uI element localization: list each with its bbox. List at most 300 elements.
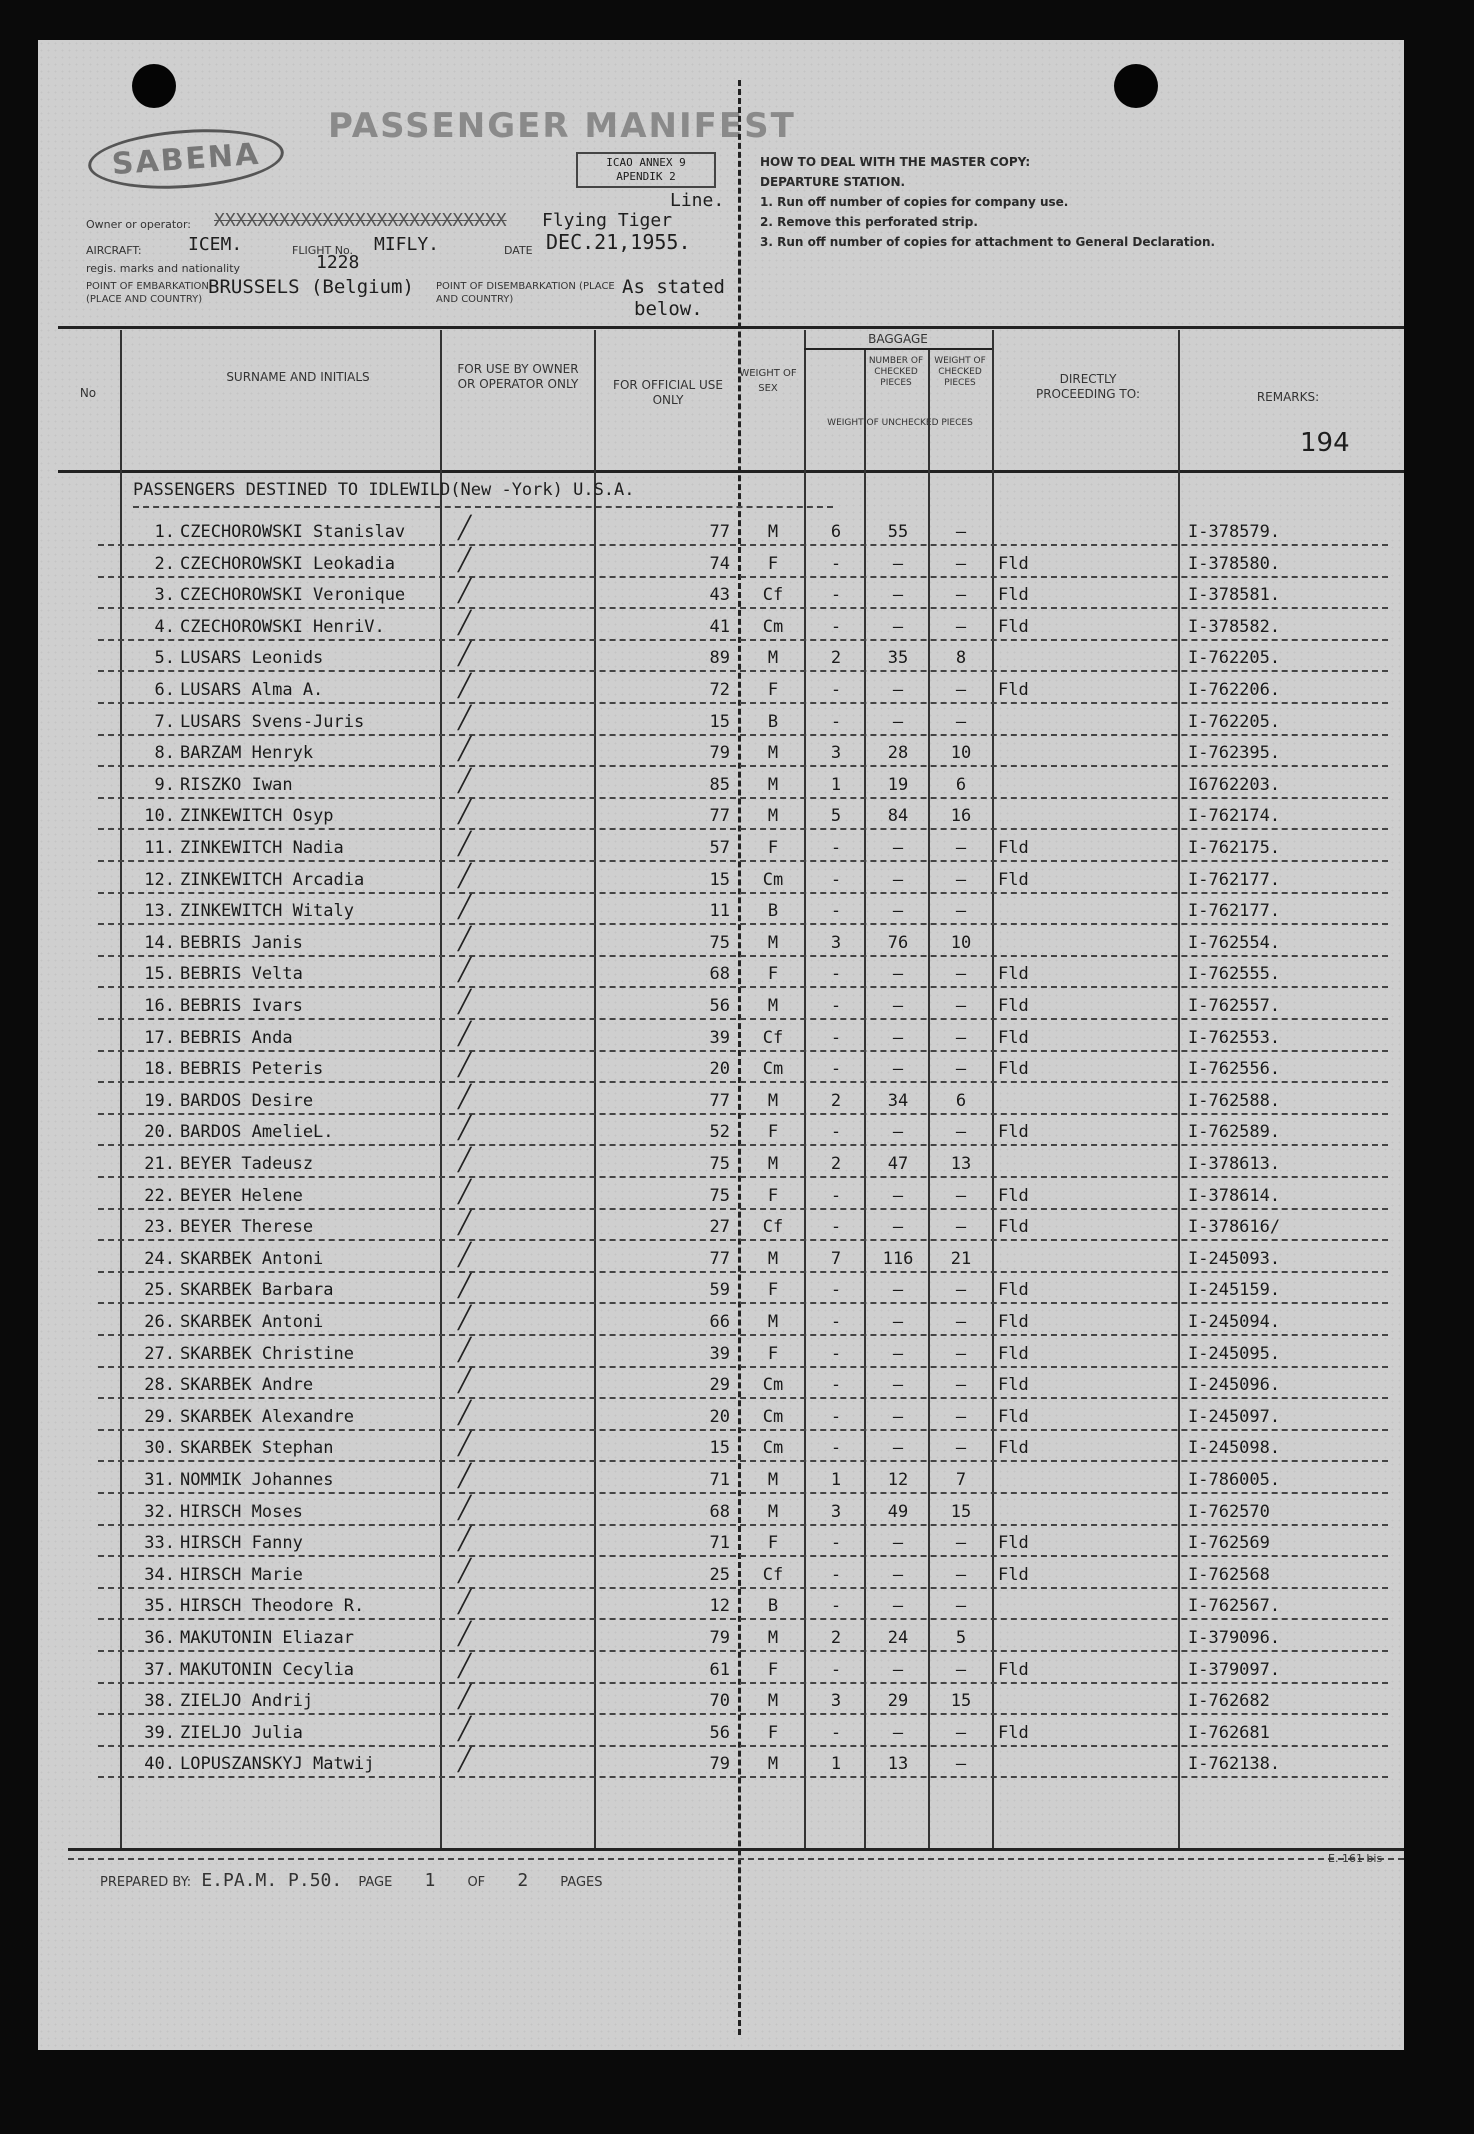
passport-remark: I-762554. — [1188, 932, 1281, 953]
row-underline — [98, 607, 1388, 609]
row-underline — [98, 986, 1388, 988]
page-label: PAGE — [358, 1875, 393, 1890]
checked-weight: — — [892, 1027, 904, 1048]
pages-label: PAGES — [560, 1875, 603, 1890]
sabena-logo: SABENA — [86, 123, 286, 195]
col-owner-use: FOR USE BY OWNER OR OPERATOR ONLY — [457, 362, 579, 391]
passenger-sex: B — [767, 1596, 779, 1617]
checked-pieces: - — [830, 1406, 842, 1427]
passenger-name: LUSARS Svens-Juris — [180, 711, 365, 732]
passenger-weight: 68 — [709, 964, 730, 985]
table-row — [38, 610, 1404, 644]
passenger-number: 12. — [144, 869, 175, 890]
passport-remark: I-245095. — [1188, 1343, 1281, 1364]
flight-label: FLIGHT No. — [292, 244, 353, 257]
passenger-sex: Cf — [762, 1027, 784, 1048]
passenger-sex: Cf — [762, 1217, 784, 1238]
row-underline — [98, 1429, 1388, 1431]
row-underline — [98, 1302, 1388, 1304]
page-stamp-number: 194 — [1300, 428, 1350, 458]
col-weight-checked: WEIGHT OF CHECKED PIECES — [934, 356, 986, 388]
table-row — [38, 705, 1404, 739]
section-heading: PASSENGERS DESTINED TO IDLEWILD(New -York) U.S.A. — [133, 480, 635, 500]
passenger-sex: Cm — [762, 1375, 784, 1396]
row-underline — [98, 576, 1388, 578]
check-tick-mark: ╱ — [458, 1400, 472, 1426]
passenger-name: BARDOS Desire — [180, 1090, 314, 1111]
passenger-number: 30. — [144, 1438, 175, 1459]
passenger-name: MAKUTONIN Eliazar — [180, 1628, 354, 1648]
passport-remark: I-762205. — [1188, 648, 1281, 669]
check-tick-mark: ╱ — [458, 1495, 472, 1521]
checked-weight: 55 — [887, 522, 909, 542]
passenger-number: 5. — [154, 648, 175, 669]
passenger-number: 19. — [144, 1090, 175, 1111]
passenger-sex: M — [767, 1090, 779, 1111]
table-row — [38, 1337, 1404, 1371]
check-tick-mark: ╱ — [458, 610, 472, 636]
unchecked-weight: — — [955, 522, 967, 542]
passenger-sex: F — [767, 1185, 779, 1206]
passenger-sex: F — [767, 838, 779, 858]
passenger-weight: 20 — [709, 1059, 730, 1080]
table-row — [38, 1150, 1404, 1181]
aircraft-value: ICEM. — [188, 234, 243, 255]
table-row — [38, 581, 1404, 612]
passenger-name: ZIELJO Andrij — [180, 1691, 314, 1712]
proceeding-to: Fld — [998, 869, 1029, 890]
owner-struck: XXXXXXXXXXXXXXXXXXXXXXXXXXX — [214, 210, 507, 231]
passenger-weight: 61 — [709, 1659, 730, 1680]
table-row — [38, 676, 1404, 707]
checked-weight: 34 — [887, 1090, 909, 1111]
passenger-name: LUSARS Leonids — [180, 648, 324, 669]
passenger-number: 24. — [144, 1248, 175, 1269]
passenger-weight: 27 — [709, 1217, 730, 1238]
checked-pieces: - — [830, 1059, 842, 1080]
table-row — [38, 644, 1404, 675]
checked-pieces: 1 — [830, 1470, 842, 1490]
checked-pieces: - — [830, 1312, 842, 1332]
passenger-sex: F — [767, 1659, 779, 1680]
row-underline — [98, 1176, 1388, 1178]
passenger-sex: M — [767, 743, 779, 764]
checked-weight: — — [892, 1533, 904, 1554]
passenger-sex: M — [767, 648, 779, 669]
passenger-number: 13. — [144, 901, 175, 922]
unchecked-weight: — — [955, 869, 967, 890]
passport-remark: I-379097. — [1188, 1659, 1281, 1680]
checked-pieces: 1 — [830, 774, 842, 795]
check-tick-mark: ╱ — [458, 990, 472, 1015]
passport-remark: I-786005. — [1188, 1470, 1281, 1490]
table-bottom-rule — [68, 1848, 1404, 1851]
col-baggage: BAGGAGE — [868, 332, 928, 346]
unchecked-weight: 5 — [955, 1628, 967, 1648]
table-row — [38, 739, 1404, 770]
checked-weight: — — [892, 1280, 904, 1301]
unchecked-weight: 7 — [955, 1470, 967, 1490]
checked-weight: 13 — [887, 1754, 909, 1775]
check-tick-mark: ╱ — [458, 926, 472, 952]
passenger-name: LUSARS Alma A. — [180, 680, 324, 700]
checked-pieces: - — [830, 1375, 842, 1396]
footer-prepared — [100, 1870, 603, 1891]
disembark-value2: below. — [634, 298, 703, 320]
row-underline — [98, 1587, 1388, 1589]
passenger-number: 23. — [144, 1217, 175, 1238]
checked-pieces: 2 — [830, 1628, 842, 1648]
unchecked-weight: — — [955, 1375, 967, 1396]
passport-remark: I-245093. — [1188, 1248, 1281, 1269]
proceeding-to: Fld — [998, 1280, 1029, 1301]
checked-weight: — — [892, 1659, 904, 1680]
passport-remark: I-762205. — [1188, 711, 1281, 732]
passenger-number: 20. — [144, 1122, 175, 1143]
checked-weight: 49 — [887, 1501, 909, 1522]
check-tick-mark: ╱ — [458, 1337, 472, 1363]
checked-pieces: - — [830, 1217, 842, 1238]
passport-remark: I-762557. — [1188, 996, 1281, 1016]
of-label: OF — [467, 1875, 486, 1890]
table-row — [38, 960, 1404, 991]
unchecked-weight: — — [955, 1217, 967, 1238]
table-row — [38, 1687, 1404, 1718]
passport-remark: I-378616/ — [1188, 1217, 1281, 1238]
passenger-number: 29. — [144, 1406, 175, 1427]
checked-weight: 28 — [887, 743, 909, 764]
passport-remark: I-245097. — [1188, 1406, 1281, 1427]
icao-box — [576, 152, 716, 188]
proceeding-to: Fld — [998, 1722, 1029, 1743]
passenger-weight: 56 — [709, 1722, 730, 1743]
unchecked-weight: 8 — [955, 648, 967, 669]
passenger-weight: 77 — [709, 1090, 730, 1111]
passport-remark: I-378582. — [1188, 616, 1281, 637]
check-tick-mark: ╱ — [458, 1274, 472, 1300]
passenger-name: ZINKEWITCH Arcadia — [180, 869, 365, 890]
passenger-number: 16. — [144, 996, 175, 1016]
row-underline — [98, 1366, 1388, 1368]
passenger-sex: M — [767, 1628, 779, 1648]
proceeding-to: Fld — [998, 585, 1029, 606]
check-tick-mark: ╱ — [458, 1242, 472, 1268]
passenger-weight: 43 — [709, 585, 730, 606]
passenger-sex: M — [767, 522, 779, 542]
passport-remark: I-762177. — [1188, 901, 1281, 922]
checked-weight: — — [892, 616, 904, 637]
proceeding-to: Fld — [998, 1122, 1029, 1143]
passenger-sex: M — [767, 1248, 779, 1269]
passport-remark: I-762588. — [1188, 1090, 1281, 1111]
checked-pieces: 3 — [830, 932, 842, 953]
passenger-sex: Cm — [762, 1406, 784, 1427]
table-row — [38, 768, 1404, 802]
row-underline — [98, 544, 1388, 546]
checked-pieces: 2 — [830, 1154, 842, 1174]
passenger-number: 15. — [144, 964, 175, 985]
unchecked-weight: — — [955, 901, 967, 922]
proceeding-to: Fld — [998, 964, 1029, 985]
checked-pieces: - — [830, 553, 842, 574]
row-underline — [98, 1745, 1388, 1747]
row-underline — [98, 1208, 1388, 1210]
table-row — [38, 518, 1404, 549]
table-row — [38, 1434, 1404, 1465]
col-surname: SURNAME AND INITIALS — [226, 370, 370, 384]
passenger-weight: 85 — [709, 774, 730, 795]
manifest-title: PASSENGER MANIFEST — [328, 106, 796, 146]
owner-value2: Line. — [670, 190, 725, 211]
proceeding-to: Fld — [998, 1533, 1029, 1554]
passenger-sex: B — [767, 901, 779, 922]
table-row — [38, 1371, 1404, 1402]
passenger-weight: 71 — [709, 1470, 730, 1490]
passenger-number: 1. — [154, 522, 175, 542]
passenger-weight: 79 — [709, 743, 730, 764]
unchecked-weight: — — [955, 964, 967, 985]
check-tick-mark: ╱ — [458, 1084, 472, 1110]
passport-remark: I-378614. — [1188, 1185, 1281, 1206]
passenger-sex: F — [767, 1122, 779, 1143]
passenger-sex: F — [767, 553, 779, 574]
checked-pieces: - — [830, 838, 842, 858]
passenger-name: SKARBEK Alexandre — [180, 1406, 354, 1427]
checked-pieces: 6 — [830, 522, 842, 542]
passport-remark: I-762175. — [1188, 838, 1281, 858]
passenger-name: CZECHOROWSKI HenriV. — [180, 616, 385, 637]
passenger-number: 22. — [144, 1185, 175, 1206]
passenger-sex: M — [767, 806, 779, 827]
icao-line1: ICAO ANNEX 9 — [606, 156, 686, 169]
check-tick-mark: ╱ — [458, 705, 472, 731]
passenger-name: HIRSCH Marie — [180, 1564, 303, 1585]
row-underline — [98, 1650, 1388, 1652]
prepared-value: E.PA.M. P.50. — [201, 1870, 343, 1891]
unchecked-weight: — — [955, 1596, 967, 1617]
passenger-weight: 77 — [709, 1248, 730, 1269]
passenger-number: 26. — [144, 1312, 175, 1332]
passenger-sex: F — [767, 1280, 779, 1301]
checked-pieces: - — [830, 1533, 842, 1554]
row-underline — [98, 1050, 1388, 1052]
passenger-name: BEYER Therese — [180, 1217, 314, 1238]
passport-remark: I-762206. — [1188, 680, 1281, 700]
passenger-sex: M — [767, 774, 779, 795]
proceeding-to: Fld — [998, 1343, 1029, 1364]
proceeding-to: Fld — [998, 680, 1029, 700]
passenger-weight: 75 — [709, 1154, 730, 1174]
row-underline — [98, 1397, 1388, 1399]
table-row — [38, 1592, 1404, 1623]
master-copy-instructions — [760, 152, 1215, 252]
passenger-weight: 71 — [709, 1533, 730, 1554]
unchecked-weight: 6 — [955, 774, 967, 795]
checked-weight: — — [892, 869, 904, 890]
proceeding-to: Fld — [998, 616, 1029, 637]
passenger-number: 21. — [144, 1154, 175, 1174]
checked-pieces: 2 — [830, 1090, 842, 1111]
unchecked-weight: — — [955, 1059, 967, 1080]
passenger-number: 31. — [144, 1470, 175, 1490]
table-row — [38, 1750, 1404, 1781]
passport-remark: I-245098. — [1188, 1438, 1281, 1459]
unchecked-weight: — — [955, 711, 967, 732]
table-row — [38, 1716, 1404, 1750]
check-tick-mark: ╱ — [458, 1464, 472, 1489]
passport-remark: I-762589. — [1188, 1122, 1281, 1143]
unchecked-weight: — — [955, 553, 967, 574]
checked-pieces: - — [830, 869, 842, 890]
passport-remark: I-245094. — [1188, 1312, 1281, 1332]
passport-remark: I-762570 — [1188, 1501, 1270, 1522]
passenger-name: BEBRIS Velta — [180, 964, 303, 985]
passenger-sex: Cm — [762, 1438, 784, 1459]
table-row — [38, 1084, 1404, 1118]
checked-pieces: - — [830, 1027, 842, 1048]
regis-label: regis. marks and nationality — [86, 262, 241, 275]
checked-weight: — — [892, 1438, 904, 1459]
check-tick-mark: ╱ — [458, 642, 472, 668]
table-row — [38, 1276, 1404, 1307]
passenger-name: BEBRIS Ivars — [180, 996, 303, 1016]
passenger-number: 17. — [144, 1027, 175, 1048]
passenger-weight: 59 — [709, 1280, 730, 1301]
checked-pieces: - — [830, 1438, 842, 1459]
col-directly: DIRECTLY PROCEEDING TO: — [1035, 372, 1141, 401]
passenger-name: BEBRIS Peteris — [180, 1059, 324, 1080]
unchecked-weight: — — [955, 1406, 967, 1427]
passport-remark: I-762553. — [1188, 1027, 1281, 1048]
table-row — [38, 1529, 1404, 1560]
checked-weight: — — [892, 838, 904, 858]
passport-remark: I-378581. — [1188, 585, 1281, 606]
passenger-weight: 77 — [709, 522, 730, 542]
checked-weight: — — [892, 1596, 904, 1617]
row-underline — [98, 1776, 1388, 1778]
unchecked-weight: — — [955, 1185, 967, 1206]
passport-remark: I-762395. — [1188, 743, 1281, 764]
passport-remark: I-762567. — [1188, 1596, 1281, 1617]
passport-remark: I-762138. — [1188, 1754, 1281, 1775]
col-no: No — [79, 386, 97, 400]
unchecked-weight: 15 — [950, 1501, 972, 1522]
checked-pieces: 5 — [830, 806, 842, 827]
unchecked-weight: 16 — [950, 806, 972, 827]
check-tick-mark: ╱ — [458, 800, 472, 826]
check-tick-mark: ╱ — [458, 1116, 472, 1142]
check-tick-mark: ╱ — [458, 1716, 472, 1742]
checked-pieces: - — [830, 1659, 842, 1680]
checked-pieces: - — [830, 585, 842, 606]
checked-pieces: 3 — [830, 743, 842, 764]
passenger-number: 8. — [154, 743, 175, 764]
passenger-number: 34. — [144, 1564, 175, 1585]
row-underline — [98, 1460, 1388, 1462]
table-row — [38, 802, 1404, 833]
proceeding-to: Fld — [998, 1312, 1029, 1332]
check-tick-mark: ╱ — [458, 1369, 472, 1395]
check-tick-mark: ╱ — [458, 1558, 472, 1584]
table-row — [38, 1118, 1404, 1149]
punch-hole-right — [1114, 64, 1158, 108]
check-tick-mark: ╱ — [458, 1148, 472, 1173]
checked-pieces: - — [830, 1280, 842, 1301]
row-underline — [98, 1524, 1388, 1526]
passenger-sex: M — [767, 1501, 779, 1522]
passenger-sex: M — [767, 1154, 779, 1174]
passenger-name: SKARBEK Barbara — [180, 1280, 334, 1301]
passenger-weight: 68 — [709, 1501, 730, 1522]
passenger-name: ZINKEWITCH Witaly — [180, 901, 354, 922]
passenger-number: 10. — [144, 806, 175, 827]
check-tick-mark: ╱ — [458, 1021, 472, 1047]
passenger-weight: 15 — [709, 869, 730, 890]
checked-weight: — — [892, 1185, 904, 1206]
passenger-weight: 39 — [709, 1027, 730, 1048]
checked-weight: — — [892, 1312, 904, 1332]
passenger-sex: F — [767, 1343, 779, 1364]
disembark-value: As stated — [622, 276, 725, 298]
table-bottom-rule-2 — [68, 1858, 1404, 1860]
check-tick-mark: ╱ — [458, 832, 472, 857]
passenger-name: ZINKEWITCH Osyp — [180, 806, 334, 827]
passenger-number: 32. — [144, 1501, 175, 1522]
unchecked-weight: 21 — [950, 1248, 972, 1269]
unchecked-weight: 10 — [950, 932, 972, 953]
checked-pieces: - — [830, 1185, 842, 1206]
checked-weight: — — [892, 1564, 904, 1585]
checked-weight: 12 — [887, 1470, 909, 1490]
checked-weight: — — [892, 1122, 904, 1143]
checked-pieces: - — [830, 711, 842, 732]
checked-weight: 116 — [882, 1248, 914, 1269]
row-underline — [98, 860, 1388, 862]
check-tick-mark: ╱ — [458, 863, 472, 889]
table-row — [38, 1624, 1404, 1655]
passport-remark: I6762203. — [1188, 774, 1281, 795]
table-row — [38, 1558, 1404, 1592]
passenger-weight: 75 — [709, 932, 730, 953]
passport-remark: I-762682 — [1188, 1691, 1270, 1712]
proceeding-to: Fld — [998, 1027, 1029, 1048]
passenger-number: 28. — [144, 1375, 175, 1396]
unchecked-weight: — — [955, 1438, 967, 1459]
passenger-weight: 70 — [709, 1691, 730, 1712]
check-tick-mark: ╱ — [458, 579, 472, 605]
passenger-weight: 15 — [709, 711, 730, 732]
passenger-name: SKARBEK Andre — [180, 1375, 314, 1396]
passenger-sex: F — [767, 964, 779, 985]
passenger-weight: 15 — [709, 1438, 730, 1459]
col-remarks: REMARKS: — [1256, 390, 1320, 404]
passenger-name: SKARBEK Antoni — [180, 1248, 324, 1269]
table-row — [38, 1400, 1404, 1434]
passport-remark: I-245159. — [1188, 1280, 1281, 1301]
passenger-sex: F — [767, 1533, 779, 1554]
regis-value: 1228 — [316, 252, 360, 273]
check-tick-mark: ╱ — [458, 1748, 472, 1774]
passenger-number: 6. — [154, 680, 175, 700]
passenger-name: NOMMIK Johannes — [180, 1470, 334, 1490]
checked-pieces: - — [830, 1564, 842, 1585]
passenger-number: 9. — [154, 774, 175, 795]
embark-value: BRUSSELS (Belgium) — [208, 276, 414, 298]
checked-weight: 29 — [887, 1691, 909, 1712]
passenger-number: 40. — [144, 1754, 175, 1775]
passenger-name: BEBRIS Janis — [180, 932, 303, 953]
passenger-name: ZIELJO Julia — [180, 1722, 303, 1743]
